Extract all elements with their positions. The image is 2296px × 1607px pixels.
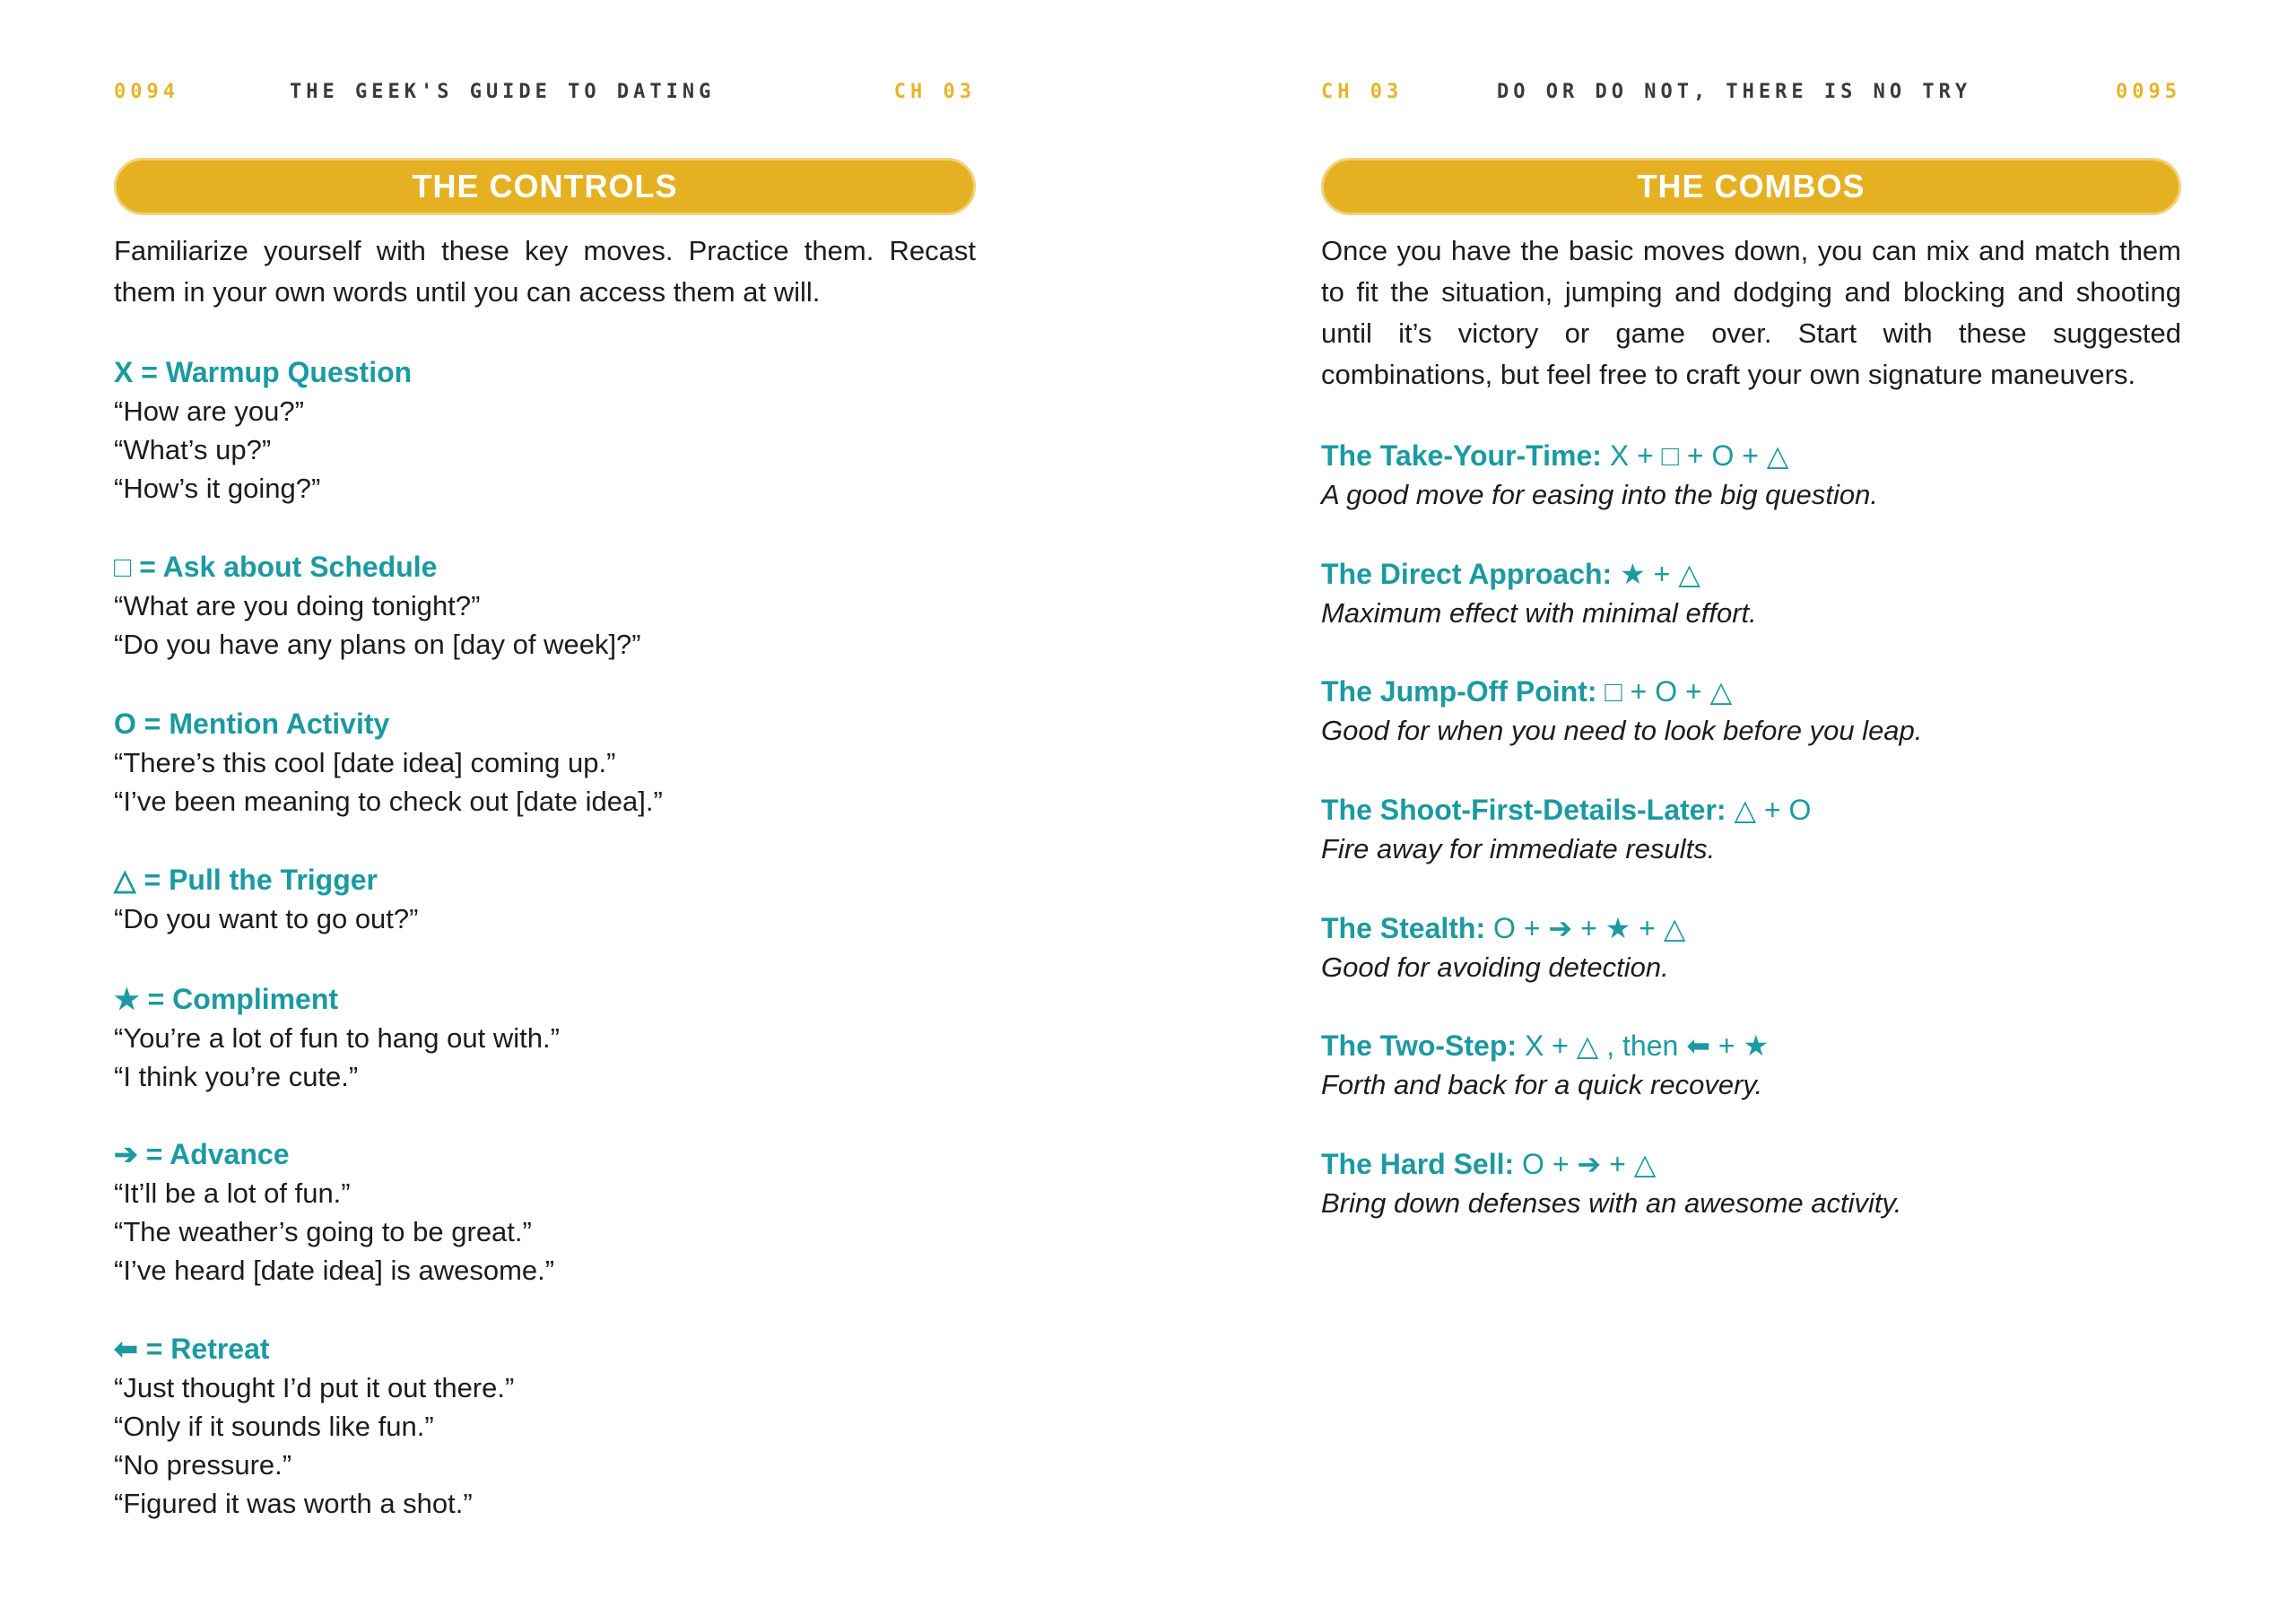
example-phrase: “How are you?” — [114, 395, 304, 427]
combo-name: The Take-Your-Time: — [1321, 439, 1602, 472]
combo-heading — [1321, 555, 2181, 594]
combo-formula: □ + O + △ — [1605, 675, 1733, 708]
example-phrase: “Do you have any plans on [day of week]?” — [114, 629, 641, 660]
combo-entry — [1321, 437, 2181, 514]
control-entry — [114, 1330, 976, 1523]
combo-entry — [1321, 1027, 2181, 1104]
combo-entry — [1321, 1145, 2181, 1222]
example-phrase: “What are you doing tonight?” — [114, 590, 481, 621]
example-phrase: “I’ve heard [date idea] is awesome.” — [114, 1255, 555, 1286]
combo-heading — [1321, 437, 2181, 475]
intro-paragraph: Familiarize yourself with these key moves. Practice them. Recast them in your own words until you can access them at will. — [114, 235, 976, 308]
control-symbol-icon: ➔ — [114, 1138, 138, 1170]
combo-formula: △ + O — [1734, 794, 1812, 826]
control-symbol-icon: O — [114, 708, 136, 740]
chapter-label: CH 03 — [893, 81, 976, 103]
control-heading: X = Warmup Question — [114, 356, 413, 388]
combo-heading — [1321, 1145, 2181, 1184]
running-title: DO OR DO NOT, THERE IS NO TRY — [1497, 81, 1972, 103]
example-phrase: “How’s it going?” — [114, 473, 321, 504]
combo-description: Maximum effect with minimal effort. — [1321, 597, 1757, 629]
example-phrase: “No pressure.” — [114, 1449, 292, 1481]
combo-formula: X + □ + O + △ — [1609, 439, 1789, 472]
combo-description: Bring down defenses with an awesome activity. — [1321, 1187, 1902, 1219]
control-symbol-icon: △ — [114, 864, 136, 896]
combo-name: The Shoot-First-Details-Later: — [1321, 794, 1726, 826]
combo-entry — [1321, 673, 2181, 750]
combo-name: The Direct Approach: — [1321, 558, 1613, 590]
control-name: Pull the Trigger — [169, 864, 378, 896]
combo-name: The Stealth: — [1321, 912, 1486, 944]
control-name: Compliment — [172, 983, 339, 1015]
example-phrase: “It’ll be a lot of fun.” — [114, 1177, 351, 1209]
control-heading: △ = Pull the Trigger — [114, 864, 378, 896]
example-phrase: “Just thought I’d put it out there.” — [114, 1372, 515, 1403]
running-header — [1321, 81, 2181, 111]
combo-description: A good move for easing into the big question. — [1321, 479, 1878, 510]
control-entry — [114, 353, 976, 508]
example-phrase: “There’s this cool [date idea] coming up.” — [114, 747, 616, 778]
chapter-label: CH 03 — [1321, 81, 1404, 103]
control-entry — [114, 1135, 976, 1290]
example-phrase: “The weather’s going to be great.” — [114, 1216, 532, 1247]
control-heading: ➔ = Advance — [114, 1138, 290, 1170]
control-heading: ⬅ = Retreat — [114, 1333, 270, 1365]
control-name: Warmup Question — [165, 356, 413, 388]
control-symbol-icon: ⬅ — [114, 1333, 138, 1365]
example-phrase: “You’re a lot of fun to hang out with.” — [114, 1022, 560, 1054]
combo-entry — [1321, 909, 2181, 986]
combo-name: The Two-Step: — [1321, 1029, 1518, 1062]
control-name: Mention Activity — [169, 708, 390, 740]
page-number: 0095 — [2116, 81, 2181, 103]
control-entry — [114, 705, 976, 821]
combo-heading — [1321, 909, 2181, 948]
control-heading: O = Mention Activity — [114, 708, 390, 740]
control-name: Advance — [170, 1138, 290, 1170]
left-page — [114, 0, 976, 1607]
control-name: Retreat — [170, 1333, 270, 1365]
right-page — [1321, 0, 2181, 1607]
combo-description: Good for when you need to look before you leap. — [1321, 715, 1923, 746]
combo-formula: X + △ , then ⬅ + ★ — [1524, 1029, 1770, 1062]
control-symbol-icon: □ — [114, 551, 132, 583]
combo-name: The Hard Sell: — [1321, 1148, 1515, 1180]
section-banner: THE CONTROLS — [114, 158, 976, 215]
control-entry — [114, 861, 976, 938]
combo-description: Fire away for immediate results. — [1321, 833, 1716, 864]
combo-entry — [1321, 555, 2181, 632]
control-entry — [114, 548, 976, 664]
example-phrase: “What’s up?” — [114, 434, 272, 465]
example-phrase: “Only if it sounds like fun.” — [114, 1411, 434, 1442]
running-title: THE GEEK'S GUIDE TO DATING — [290, 81, 716, 103]
combo-description: Forth and back for a quick recovery. — [1321, 1069, 1763, 1100]
combo-heading — [1321, 673, 2181, 711]
control-name: Ask about Schedule — [162, 551, 438, 583]
control-entry — [114, 980, 976, 1096]
control-heading: □ = Ask about Schedule — [114, 551, 438, 583]
example-phrase: “I’ve been meaning to check out [date idea].” — [114, 786, 663, 817]
example-phrase: “Figured it was worth a shot.” — [114, 1488, 473, 1519]
combo-formula: O + ➔ + △ — [1522, 1148, 1657, 1180]
running-header — [114, 81, 976, 111]
combo-heading — [1321, 1027, 2181, 1065]
combo-heading — [1321, 791, 2181, 830]
combo-name: The Jump-Off Point: — [1321, 675, 1597, 708]
combo-formula: O + ➔ + ★ + △ — [1493, 912, 1686, 944]
example-phrase: “I think you’re cute.” — [114, 1061, 359, 1092]
combo-formula: ★ + △ — [1620, 558, 1700, 590]
control-heading: ★ = Compliment — [114, 983, 339, 1015]
combo-description: Good for avoiding detection. — [1321, 951, 1669, 983]
control-symbol-icon: ★ — [114, 983, 140, 1015]
example-phrase: “Do you want to go out?” — [114, 903, 419, 934]
section-banner: THE COMBOS — [1321, 158, 2181, 215]
control-symbol-icon: X — [114, 356, 134, 388]
intro-paragraph: Once you have the basic moves down, you can mix and match them to fit the situation, jumping and dodging and blocking and shooting until it’s victory or game over. Start with these suggested combinations, but feel free to craft your own signature maneuvers. — [1321, 235, 2181, 390]
page-number: 0094 — [114, 81, 179, 103]
combo-entry — [1321, 791, 2181, 868]
